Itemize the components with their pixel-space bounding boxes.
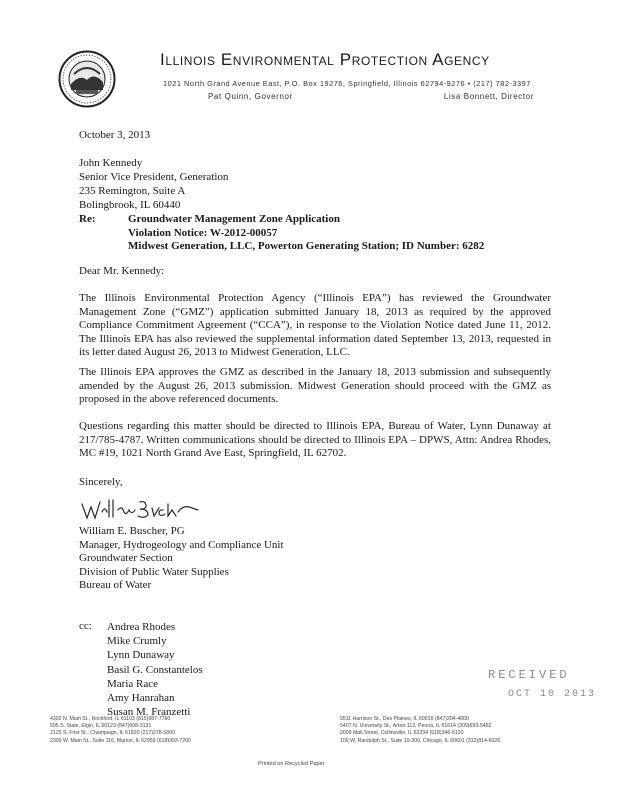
signer-title: Manager, Hydrogeology and Compliance Unit	[79, 538, 284, 551]
re-label: Re:	[79, 213, 96, 225]
cc-list	[107, 620, 203, 719]
signer-division: Division of Public Water Supplies	[79, 565, 229, 578]
footer-office: 2125 S. First St., Champaign, IL 61820 (217)278-5800	[50, 730, 175, 737]
received-stamp: RECEIVED	[488, 668, 570, 682]
director-name: Lisa Bonnett, Director	[443, 92, 534, 101]
signer-bureau: Bureau of Water	[79, 579, 152, 591]
cc-item: Amy Hanrahan	[107, 692, 175, 705]
subject-line-1: Groundwater Management Zone Application	[128, 213, 340, 225]
recipient-name: John Kennedy	[79, 157, 143, 169]
governor-name: Pat Quinn, Governor	[208, 92, 293, 101]
footer-office: 4302 N. Main St., Rockford, IL 61103 (815)987-7760	[50, 716, 171, 722]
signer-section: Groundwater Section	[79, 552, 173, 564]
received-stamp-date: OCT 10 2013	[508, 689, 597, 700]
cc-item: Susan M. Franzetti	[107, 706, 191, 719]
agency-name: Illinois Environmental Protection Agency	[160, 50, 490, 69]
footer-office: 5407 N. University St., Arbor 113, Peoria, IL 61614 (309)693-5462	[340, 723, 492, 730]
agency-address: 1021 North Grand Avenue East, P.O. Box 19276, Springfield, Illinois 62794-9276 • (217) 782-3397	[163, 79, 531, 88]
handwritten-signature	[80, 494, 200, 524]
subject-line-3: Midwest Generation, LLC, Powerton Generating Station; ID Number: 6282	[128, 240, 485, 252]
cc-item: Maria Race	[107, 677, 158, 690]
body-paragraph-2: The Illinois EPA approves the GMZ as described in the January 18, 2013 submission and subsequently amended by the August 26, 2013 submission. Midwest Generation should proceed with the GMZ as proposed in the above referenced documents.	[79, 366, 551, 406]
body-paragraph-1: The Illinois Environmental Protection Agency (“Illinois EPA”) has reviewed the Groundwater Management Zone (“GMZ”) application submitted January 18, 2013 as required by the approved Compliance Commitment Agreement (“CCA”), in response to the Violation Notice dated June 11, 2012. The Illinois EPA has also reviewed the supplemental information dated September 13, 2013, requested in its letter dated August 26, 2013 to Midwest Generation, LLC.	[79, 292, 551, 359]
salutation: Dear Mr. Kennedy:	[79, 265, 165, 277]
cc-item: Basil G. Constantelos	[107, 663, 203, 676]
recipient-city: Bolingbrook, IL 60440	[79, 199, 181, 211]
letter-date: October 3, 2013	[79, 129, 151, 141]
signer-name: William E. Buscher, PG	[79, 525, 185, 537]
cc-item: Mike Crumly	[107, 635, 167, 648]
cc-label: cc:	[79, 620, 92, 632]
footer-office: 100 W. Randolph St., Suite 10-300, Chicago, IL 60601 (312)814-6026	[340, 737, 501, 744]
cc-item: Andrea Rhodes	[107, 621, 176, 633]
footer-office: 9511 Harrison St., Des Plaines, IL 60016 (847)294-4000	[340, 716, 469, 722]
recycled-paper-note: Printed on Recycled Paper	[258, 761, 325, 767]
cc-item: Lynn Dunaway	[107, 649, 175, 662]
recipient-title: Senior Vice President, Generation	[79, 171, 229, 183]
footer-office: 2309 W. Main St., Suite 116, Marion, IL 62959 (618)993-7200	[50, 737, 192, 744]
signer-block	[79, 525, 284, 593]
subject-block	[128, 213, 484, 254]
footer-offices-right	[340, 716, 500, 745]
footer-office: 595 S. State, Elgin, IL 60123 (847)608-3131	[50, 723, 152, 730]
closing: Sincerely,	[79, 476, 123, 488]
recipient-street: 235 Remington, Suite A	[79, 185, 186, 197]
agency-officials	[208, 92, 534, 101]
illinois-epa-seal-icon	[58, 50, 116, 108]
footer-offices-left	[50, 716, 191, 745]
footer-office: 2009 Mall Street, Collinsville, IL 62234 (618)346-5120	[340, 730, 464, 737]
subject-line-2: Violation Notice: W-2012-00057	[128, 226, 278, 239]
body-paragraph-3: Questions regarding this matter should be directed to Illinois EPA, Bureau of Water, Lynn Dunaway at 217/785-4787. Written communications should be directed to Illinois EPA – DPWS, Attn: Andrea Rhodes, MC #19, 1021 North Grand Ave East, Springfield, IL 62702.	[79, 420, 551, 460]
